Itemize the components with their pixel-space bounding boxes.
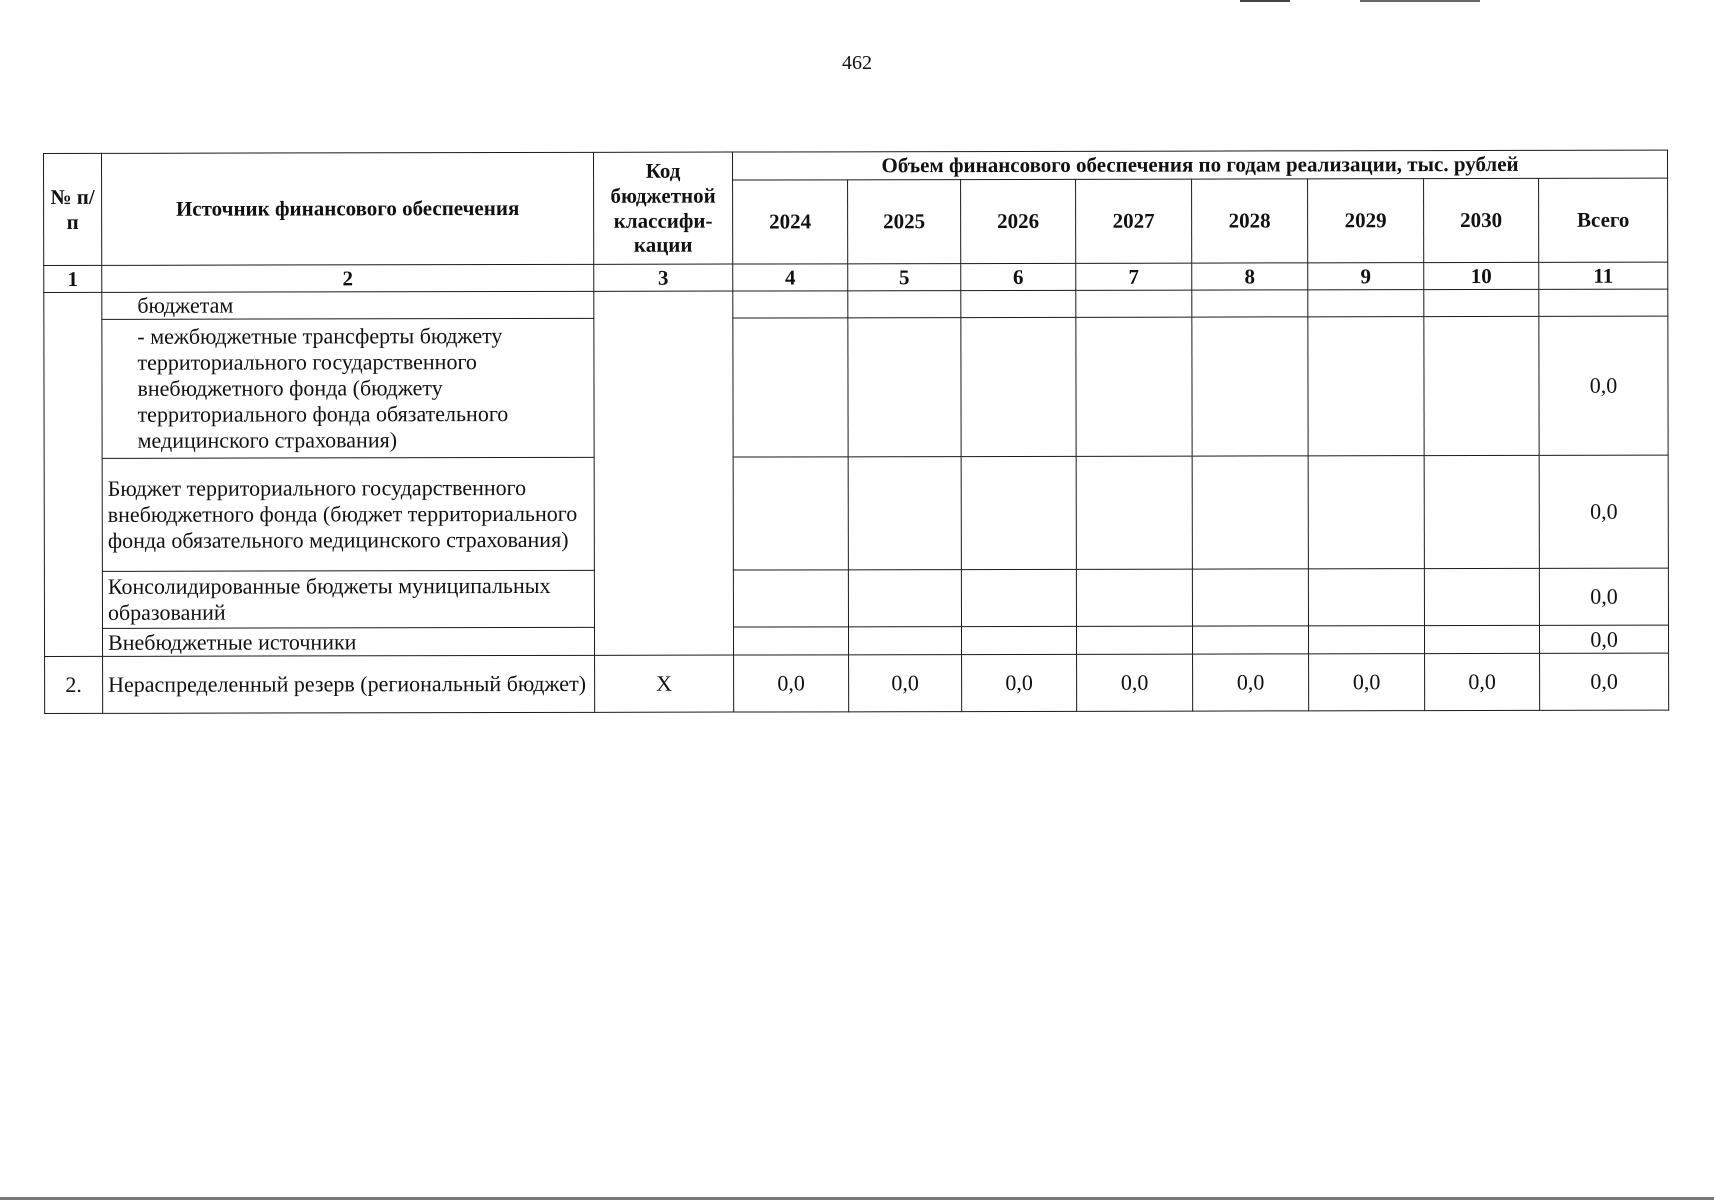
- value-cell: [961, 317, 1076, 456]
- value-cell: [1076, 456, 1192, 569]
- table-header-row: [44, 150, 1668, 181]
- source-cell: Консолидированные бюджеты муниципальных образований: [102, 570, 594, 628]
- column-number-cell: 1: [44, 265, 102, 292]
- source-cell: - межбюджетные трансферты бюджету территориального государственного внебюджетного фонда (бюджету территориального фонда обязательного медицинского страхования): [102, 318, 594, 458]
- value-cell: [1192, 317, 1308, 456]
- value-cell: [1308, 569, 1424, 626]
- value-cell: [1076, 569, 1192, 626]
- value-cell: 0,0: [1309, 654, 1425, 711]
- header-cell-total: Всего: [1539, 178, 1668, 262]
- value-cell: [961, 290, 1076, 317]
- column-number-cell: 3: [594, 264, 733, 291]
- column-number-cell: 2: [102, 264, 594, 292]
- financing-table-wrapper: [43, 150, 1669, 714]
- page-number: 462: [842, 52, 872, 74]
- header-cell-year: 2027: [1076, 179, 1192, 263]
- header-cell-volume-group: Объем финансового обеспечения по годам реализации, тыс. рублей: [732, 150, 1667, 180]
- column-number-cell: 11: [1539, 262, 1668, 289]
- value-cell: [848, 627, 961, 655]
- value-cell: [1424, 455, 1539, 568]
- value-cell: 0,0: [1077, 654, 1193, 711]
- table-row: [44, 289, 1668, 319]
- source-cell: бюджетам: [102, 291, 594, 319]
- header-cell-budget-code: Код бюджетной классифи-кации: [593, 152, 732, 264]
- value-cell: [733, 627, 848, 655]
- value-cell: [1308, 456, 1424, 569]
- row-number-cell: 2.: [45, 656, 103, 713]
- column-number-cell: 8: [1192, 263, 1308, 290]
- value-cell: [1308, 290, 1424, 317]
- header-cell-year: 2024: [733, 180, 848, 264]
- financing-table: [43, 150, 1669, 714]
- scan-edge-mark: [1240, 0, 1290, 2]
- column-number-row: [44, 262, 1668, 292]
- column-number-cell: 9: [1308, 263, 1424, 290]
- value-cell: [1424, 289, 1539, 316]
- value-cell: [1424, 568, 1539, 625]
- total-cell: 0,0: [1539, 455, 1668, 568]
- column-number-cell: 10: [1424, 262, 1539, 289]
- value-cell: [1076, 626, 1192, 654]
- column-number-cell: 6: [961, 263, 1076, 290]
- source-cell: Внебюджетные источники: [102, 627, 594, 656]
- header-cell-source: Источник финансового обеспечения: [102, 152, 594, 265]
- column-number-cell: 5: [848, 264, 961, 291]
- value-cell: [848, 570, 961, 627]
- total-cell: 0,0: [1539, 316, 1668, 455]
- budget-code-cell: [594, 291, 734, 655]
- value-cell: [1192, 456, 1308, 569]
- row-number-cell: [44, 292, 103, 656]
- value-cell: 0,0: [734, 655, 849, 712]
- value-cell: [1076, 317, 1192, 456]
- header-cell-year: 2025: [848, 180, 961, 264]
- value-cell: [1192, 626, 1308, 654]
- total-cell: 0,0: [1539, 568, 1668, 625]
- budget-code-cell: Х: [595, 655, 734, 712]
- value-cell: [733, 291, 848, 318]
- value-cell: [1192, 569, 1308, 626]
- value-cell: [733, 570, 848, 627]
- value-cell: [848, 457, 961, 570]
- value-cell: [1424, 316, 1539, 455]
- table-row: [45, 653, 1669, 713]
- scan-edge-mark: [1360, 0, 1480, 2]
- table-row: [44, 455, 1668, 571]
- table-row: [44, 316, 1668, 458]
- total-cell: 0,0: [1540, 653, 1669, 710]
- table-row: [44, 625, 1668, 656]
- value-cell: 0,0: [1425, 653, 1540, 710]
- value-cell: 0,0: [962, 654, 1077, 711]
- value-cell: [1192, 290, 1308, 317]
- value-cell: [961, 456, 1076, 569]
- table-row: [44, 568, 1668, 628]
- header-cell-number: № п/п: [44, 153, 102, 265]
- header-cell-year: 2030: [1424, 178, 1539, 262]
- column-number-cell: 4: [733, 264, 848, 291]
- header-cell-year: 2029: [1308, 179, 1424, 263]
- value-cell: [961, 626, 1076, 654]
- header-cell-year: 2028: [1192, 179, 1308, 263]
- value-cell: [1308, 317, 1424, 456]
- total-cell: [1539, 289, 1668, 316]
- value-cell: [1308, 626, 1424, 654]
- value-cell: 0,0: [849, 655, 962, 712]
- header-cell-year: 2026: [961, 179, 1076, 263]
- total-cell: 0,0: [1539, 625, 1668, 653]
- value-cell: [733, 318, 848, 457]
- source-cell: Нераспределенный резерв (региональный бюджет): [103, 655, 595, 713]
- value-cell: 0,0: [1193, 654, 1309, 711]
- value-cell: [1424, 625, 1539, 653]
- value-cell: [733, 457, 848, 570]
- value-cell: [848, 291, 961, 318]
- value-cell: [1076, 290, 1192, 317]
- value-cell: [848, 318, 961, 457]
- column-number-cell: 7: [1076, 263, 1192, 290]
- source-cell: Бюджет территориального государственного внебюджетного фонда (бюджет территориального фонда обязательного медицинского страхования): [102, 457, 594, 571]
- value-cell: [961, 569, 1076, 626]
